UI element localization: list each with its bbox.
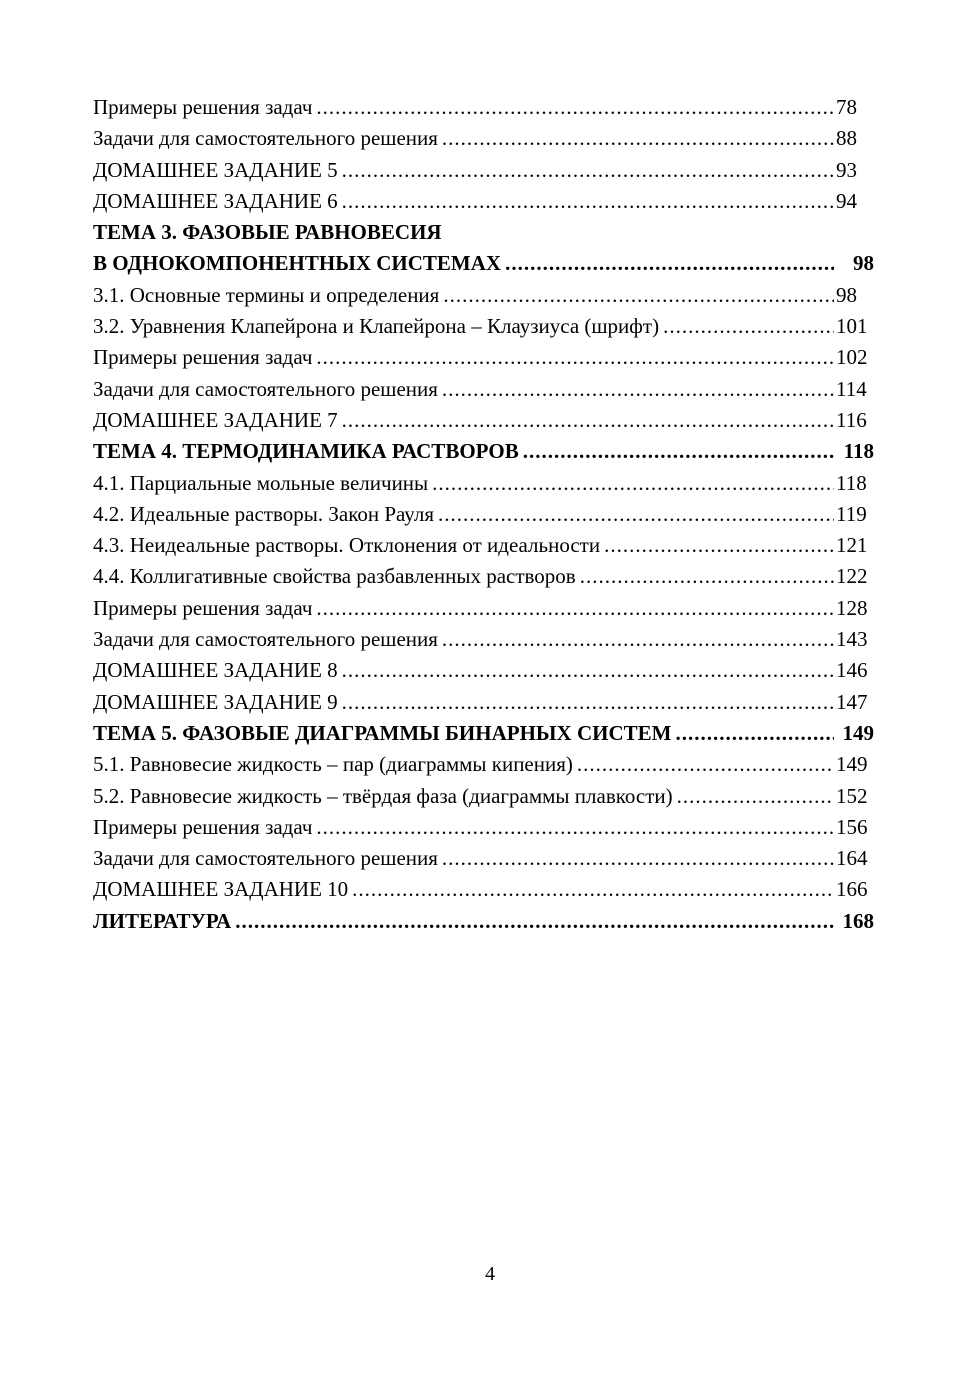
table-of-contents (93, 92, 874, 937)
toc-entry-title: 3.2. Уравнения Клапейрона и Клапейрона – Клаузиуса (шрифт) (93, 314, 660, 339)
toc-entry-page: 98 (853, 251, 874, 276)
toc-entry-page: 119 (836, 501, 867, 526)
toc-entry (93, 280, 874, 311)
toc-entry (93, 468, 874, 499)
toc-section-heading (93, 248, 874, 279)
toc-leader-dots (442, 374, 834, 405)
toc-entry (93, 687, 874, 718)
toc-section-heading (93, 718, 874, 749)
toc-entry-page: 116 (836, 407, 867, 432)
toc-leader-dots (505, 248, 834, 279)
toc-entry-page: 98 (836, 282, 857, 307)
toc-leader-dots (663, 311, 834, 342)
toc-entry-title: Примеры решения задач (93, 95, 313, 119)
toc-entry (93, 186, 874, 217)
toc-entry-title: ДОМАШНЕЕ ЗАДАНИЕ 5 (93, 157, 338, 182)
toc-entry-title: ДОМАШНЕЕ ЗАДАНИЕ 6 (93, 188, 338, 213)
toc-entry-page: 118 (843, 439, 874, 464)
toc-leader-dots (342, 687, 834, 718)
page-number: 4 (485, 1263, 495, 1285)
toc-entry-page: 88 (836, 126, 857, 151)
toc-entry (93, 374, 874, 405)
toc-entry-title: 4.3. Неидеальные растворы. Отклонения от идеальности (93, 533, 601, 558)
toc-entry-page: 156 (836, 814, 868, 839)
toc-entry-page: 149 (842, 720, 874, 745)
toc-entry (93, 843, 874, 874)
toc-entry-title: Примеры решения задач (93, 595, 313, 620)
toc-leader-dots (316, 593, 834, 624)
toc-leader-dots (316, 342, 834, 373)
toc-entry (93, 624, 874, 655)
toc-leader-dots (342, 155, 834, 186)
toc-entry-title: 3.1. Основные термины и определения (93, 282, 440, 307)
toc-entry-page: 101 (836, 314, 868, 339)
toc-section-heading (93, 906, 874, 937)
toc-entry-title: 4.4. Коллигативные свойства разбавленных растворов (93, 564, 576, 589)
toc-entry-title: ТЕМА 3. ФАЗОВЫЕ РАВНОВЕСИЯ (93, 220, 442, 245)
toc-entry-title: 5.2. Равновесие жидкость – твёрдая фаза (диаграммы плавкости) (93, 783, 673, 808)
toc-entry-page: 128 (836, 595, 868, 620)
toc-entry-title: Задачи для самостоятельного решения (93, 627, 438, 652)
toc-leader-dots (677, 781, 834, 812)
toc-leader-dots (604, 530, 834, 561)
toc-entry (93, 655, 874, 686)
toc-leader-dots (432, 468, 834, 499)
toc-leader-dots (235, 906, 834, 937)
toc-entry-page: 152 (836, 783, 868, 808)
toc-entry (93, 499, 874, 530)
toc-section-heading-line1 (93, 217, 874, 248)
toc-leader-dots (342, 186, 834, 217)
toc-leader-dots (442, 843, 834, 874)
toc-entry (93, 123, 874, 154)
toc-entry-page: 94 (836, 188, 857, 213)
toc-leader-dots (523, 436, 834, 467)
toc-leader-dots (342, 655, 834, 686)
toc-leader-dots (675, 718, 834, 749)
toc-entry (93, 561, 874, 592)
toc-entry (93, 92, 874, 123)
toc-leader-dots (316, 92, 834, 123)
toc-entry (93, 311, 874, 342)
toc-entry-page: 122 (836, 564, 868, 589)
toc-entry-title: ТЕМА 5. ФАЗОВЫЕ ДИАГРАММЫ БИНАРНЫХ СИСТЕМ (93, 720, 672, 745)
toc-leader-dots (443, 280, 834, 311)
toc-leader-dots (316, 812, 834, 843)
toc-entry-page: 166 (836, 877, 868, 902)
toc-entry (93, 155, 874, 186)
toc-entry-page: 114 (836, 376, 867, 401)
toc-leader-dots (352, 874, 834, 905)
toc-leader-dots (442, 123, 834, 154)
toc-section-heading (93, 436, 874, 467)
toc-entry-page: 121 (836, 533, 868, 558)
toc-entry-title: Задачи для самостоятельного решения (93, 376, 438, 401)
toc-entry (93, 749, 874, 780)
toc-entry-title: ДОМАШНЕЕ ЗАДАНИЕ 9 (93, 689, 338, 714)
toc-entry-title: 5.1. Равновесие жидкость – пар (диаграммы кипения) (93, 752, 573, 777)
toc-entry-page: 143 (836, 627, 868, 652)
toc-entry (93, 342, 874, 373)
toc-leader-dots (442, 624, 834, 655)
toc-entry-title: Примеры решения задач (93, 814, 313, 839)
toc-entry-title: 4.1. Парциальные мольные величины (93, 470, 429, 495)
toc-entry-title: 4.2. Идеальные растворы. Закон Рауля (93, 501, 434, 526)
toc-entry (93, 530, 874, 561)
toc-entry-page: 118 (836, 470, 867, 495)
toc-entry (93, 781, 874, 812)
toc-entry-page: 168 (842, 908, 874, 933)
toc-leader-dots (342, 405, 834, 436)
toc-entry (93, 593, 874, 624)
toc-entry-title: Задачи для самостоятельного решения (93, 846, 438, 871)
toc-entry-page: 149 (836, 752, 868, 777)
toc-leader-dots (438, 499, 834, 530)
toc-entry-page: 78 (836, 95, 857, 119)
toc-entry-page: 147 (836, 689, 868, 714)
toc-entry-title: ТЕМА 4. ТЕРМОДИНАМИКА РАСТВОРОВ (93, 439, 519, 464)
toc-leader-dots (577, 749, 834, 780)
toc-entry (93, 812, 874, 843)
toc-entry-title: ДОМАШНЕЕ ЗАДАНИЕ 7 (93, 407, 338, 432)
toc-entry-page: 164 (836, 846, 868, 871)
toc-entry-title: ЛИТЕРАТУРА (93, 908, 232, 933)
toc-entry-title: ДОМАШНЕЕ ЗАДАНИЕ 8 (93, 658, 338, 683)
toc-entry-page: 146 (836, 658, 868, 683)
toc-entry-page: 102 (836, 345, 868, 370)
toc-entry (93, 874, 874, 905)
toc-entry-title: Задачи для самостоятельного решения (93, 126, 438, 151)
toc-leader-dots (580, 561, 834, 592)
toc-entry (93, 405, 874, 436)
toc-entry-title: В ОДНОКОМПОНЕНТНЫХ СИСТЕМАХ (93, 251, 502, 276)
toc-entry-title: Примеры решения задач (93, 345, 313, 370)
toc-entry-page: 93 (836, 157, 857, 182)
toc-entry-title: ДОМАШНЕЕ ЗАДАНИЕ 10 (93, 877, 349, 902)
